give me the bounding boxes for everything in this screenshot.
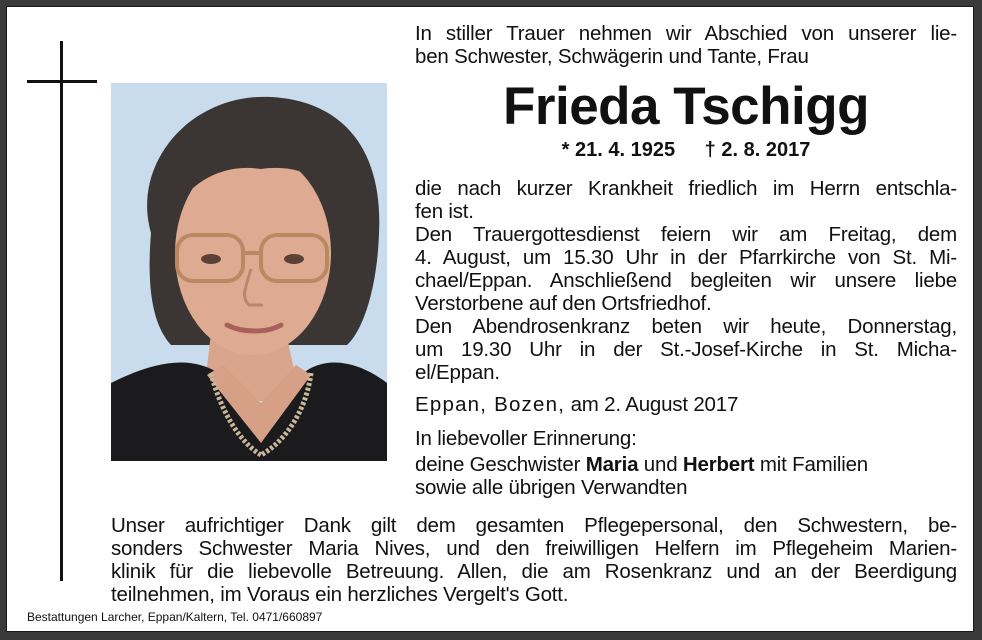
intro-line: ben Schwester, Schwägerin und Tante, Frau <box>415 45 809 68</box>
body-line: Den Abendrosenkranz beten wir heute, Donnerstag, <box>415 315 957 338</box>
family-prefix: deine Geschwister <box>415 453 586 476</box>
body-line: 4. August, um 15.30 Uhr in der Pfarrkirche von St. Mi- <box>415 246 957 269</box>
body-line: Den Trauergottesdienst feiern wir am Freitag, dem <box>415 223 957 246</box>
body-line: um 19.30 Uhr in der St.-Josef-Kirche in St. Micha- <box>415 338 957 361</box>
thanks-line: teilnehmen, im Voraus ein herzliches Vergelt's Gott. <box>111 583 569 606</box>
family-mid: und <box>638 453 683 476</box>
date: am 2. August 2017 <box>570 393 739 416</box>
body-line: chael/Eppan. Anschließend begleiten wir unsere liebe <box>415 269 957 292</box>
family-name-maria: Maria <box>585 453 639 476</box>
family-line: sowie alle übrigen Verwandten <box>415 476 688 499</box>
portrait-illustration <box>111 83 387 461</box>
body-line: die nach kurzer Krankheit friedlich im Herrn entschla- <box>415 177 957 200</box>
family-suffix: mit Familien <box>754 453 869 476</box>
body-text <box>415 177 957 384</box>
intro-line: In stiller Trauer nehmen wir Abschied von unserer lie- <box>415 22 957 45</box>
body-line: Verstorbene auf den Ortsfriedhof. <box>415 292 712 315</box>
birth-date: * 21. 4. 1925 <box>561 139 676 161</box>
thanks-line: Unser aufrichtiger Dank gilt dem gesamten Pflegepersonal, den Schwestern, be- <box>111 514 957 537</box>
obituary-notice <box>6 6 974 632</box>
memory-line: In liebevoller Erinnerung: <box>415 427 637 450</box>
life-dates <box>415 137 957 163</box>
death-date: † 2. 8. 2017 <box>704 139 811 161</box>
thanks-line: klinik für die liebevolle Betreuung. Allen, die am Rosenkranz und an der Beerdigung <box>111 560 957 583</box>
thanks-line: sonders Schwester Maria Nives, und den freiwilligen Helfern im Pflegeheim Marien- <box>111 537 957 560</box>
family-block <box>415 453 957 499</box>
family-line <box>415 453 957 476</box>
intro-block <box>415 22 957 68</box>
funeral-home-contact: Bestattungen Larcher, Eppan/Kaltern, Tel. 0471/660897 <box>27 610 323 624</box>
family-name-herbert: Herbert <box>682 453 755 476</box>
portrait-photo <box>111 83 387 461</box>
cross-icon-vertical <box>60 41 63 581</box>
place: Eppan, Bozen, <box>415 393 566 416</box>
thanks-block <box>111 514 957 606</box>
deceased-name: Frieda Tschigg <box>502 77 870 136</box>
body-line: fen ist. <box>415 200 474 223</box>
cross-icon-horizontal <box>27 80 97 83</box>
body-line: el/Eppan. <box>415 361 500 384</box>
place-date-line <box>415 393 957 416</box>
